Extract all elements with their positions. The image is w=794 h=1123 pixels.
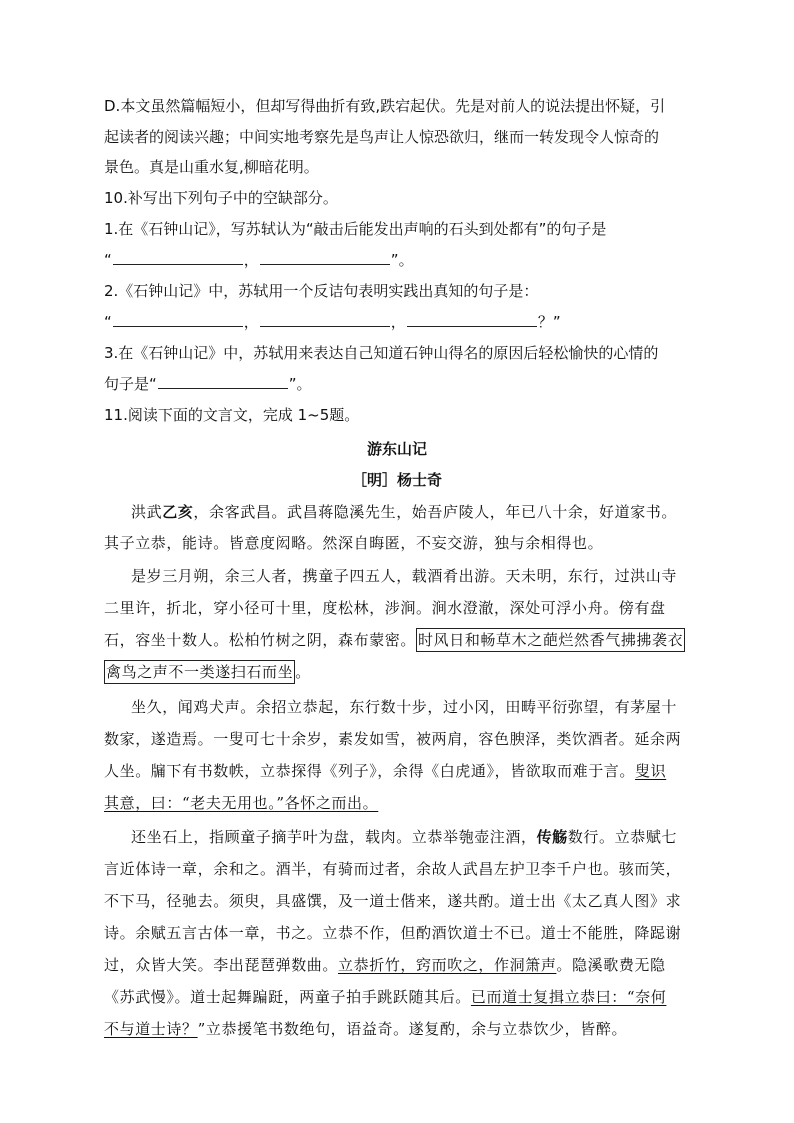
answer-blank[interactable] [158, 387, 288, 389]
q10-item-3-line-2 [104, 374, 704, 394]
boxed-sentence-part-1: 时风日和畅草木之葩烂然香气拂拂袭衣 [416, 628, 685, 652]
passage-p1-line-1 [131, 502, 731, 522]
q9-option-d-line-2: 起读者的阅读兴趣；中间实地考察先是鸟声让人惊恐欲归，继而一转发现令人惊奇的 [104, 128, 660, 146]
text: 。 [295, 663, 311, 681]
text: 洪武 [131, 503, 163, 521]
q9-option-d-line-1: D.本文虽然篇幅短小，但却写得曲折有致,跌宕起伏。先是对前人的说法提出怀疑，引 [104, 97, 666, 115]
passage-p4-line-1 [131, 827, 731, 847]
close-quote: ”。 [390, 251, 414, 269]
underlined-sentence: 其意，曰：“老夫无用也。”各怀之而出。 [104, 794, 379, 812]
passage-p2-line-4 [104, 662, 704, 682]
answer-blank[interactable] [260, 325, 390, 327]
text: 数行。立恭赋七 [567, 828, 678, 846]
passage-title: 游东山记 [366, 440, 427, 458]
close-quote: ？” [537, 313, 561, 331]
text: 还坐石上，指顾童子摘芋叶为盘，载肉。立恭举匏壶注酒， [131, 828, 537, 846]
passage-p2-line-3 [104, 630, 704, 650]
text: ”立恭援笔书数绝句，语益奇。遂复酌，余与立恭饮少，皆醉。 [197, 1020, 628, 1038]
open-quote: “ [104, 251, 112, 269]
q10-item-2: 2.《石钟山记》中，苏轼用一个反诘句表明实践出真知的句子是： [104, 282, 539, 300]
underlined-sentence: 叟识 [635, 762, 667, 780]
passage-p3-line-2: 数家，遂造焉。一叟可七十余岁，素发如雪，被两肩，容色腴泽，类饮酒者。延余两 [104, 730, 682, 748]
text: ，余客武昌。武昌蒋隐溪先生，始吾庐陵人，年已八十余，好道家书。 [193, 503, 678, 521]
separator: ， [243, 251, 259, 269]
passage-author: ［明］杨士奇 [351, 471, 442, 489]
q9-option-d-line-3: 景色。真是山重水复,柳暗花明。 [104, 158, 319, 176]
bold-term: 传觞 [536, 828, 568, 846]
passage-p4-line-5 [104, 955, 704, 975]
passage-p2-line-2: 二里许，折北，穿小径可十里，度松林，涉涧。涧水澄澈，深处可浮小舟。傍有盘 [104, 599, 666, 617]
passage-p4-line-6 [104, 987, 704, 1007]
answer-blank[interactable] [407, 325, 537, 327]
separator: ， [390, 313, 406, 331]
underlined-sentence: 立恭折竹，窍而吹之，作洞箫声 [338, 956, 557, 974]
text: 《苏武慢》。道士起舞蹁跹，两童子拍手跳跃随其后。 [104, 988, 471, 1006]
answer-blank[interactable] [260, 263, 390, 265]
passage-p4-line-2: 言近体诗一章，余和之。酒半，有骑而过者，余故人武昌左护卫李千户也。骇而笑， [104, 860, 682, 878]
text: 。隐溪歌费无隐 [556, 956, 666, 974]
passage-p4-line-7 [104, 1019, 704, 1039]
open-quote: “ [104, 313, 112, 331]
boxed-sentence-part-2: 禽鸟之声不一类遂扫石而坐 [104, 660, 295, 684]
passage-p3-line-1: 坐久，闻鸡犬声。余招立恭起，东行数十步，过小冈，田畴平衍弥望，有茅屋十 [131, 698, 678, 716]
answer-blank[interactable] [113, 263, 243, 265]
close-quote: ”。 [288, 375, 312, 393]
bold-term: 乙亥 [162, 503, 194, 521]
q10-item-2-answer-line [104, 312, 704, 332]
underlined-sentence: 已而道士复揖立恭曰：“奈何 [470, 988, 667, 1006]
passage-p3-line-4 [104, 793, 704, 813]
q10-item-1-answer-line [104, 250, 704, 270]
passage-p4-line-4: 诗。余赋五言古体一章，书之。立恭不作，但酌酒饮道士不已。道士不能胜，降跽谢 [104, 924, 682, 942]
q10-heading: 10.补写出下列句子中的空缺部分。 [104, 189, 338, 207]
text: 石，容坐十数人。松柏竹树之阴，森布蒙密。 [104, 631, 417, 649]
q10-item-3-line-1: 3.在《石钟山记》中，苏轼用来表达自己知道石钟山得名的原因后轻松愉快的心情的 [104, 344, 659, 362]
passage-p3-line-3 [104, 761, 704, 781]
q10-item-3-prefix: 句子是“ [104, 375, 157, 393]
q11-heading: 11.阅读下面的文言文，完成 1~5题。 [104, 406, 360, 424]
passage-p1-line-2: 其子立恭，能诗。皆意度闳略。然深自晦匿，不妄交游，独与余相得也。 [104, 534, 604, 552]
passage-p4-line-3: 不下马，径驰去。须臾，具盛馔，及一道士偕来，遂共酌。道士出《太乙真人图》求 [104, 892, 682, 910]
q10-item-1: 1.在《石钟山记》，写苏轼认为“敲击后能发出声响的石头到处都有”的句子是 [104, 220, 607, 238]
passage-p2-line-1: 是岁三月朔，余三人者，携童子四五人，载酒肴出游。天未明，东行，过洪山寺 [131, 567, 678, 585]
text: 过，众皆大笑。李出琵琶弹数曲。 [104, 956, 339, 974]
separator: ， [243, 313, 259, 331]
underlined-sentence: 不与道士诗？ [104, 1020, 198, 1038]
text: 人坐。牖下有书数帙，立恭探得《列子》，余得《白虎通》，皆欲取而难于言。 [104, 762, 636, 780]
answer-blank[interactable] [113, 325, 243, 327]
